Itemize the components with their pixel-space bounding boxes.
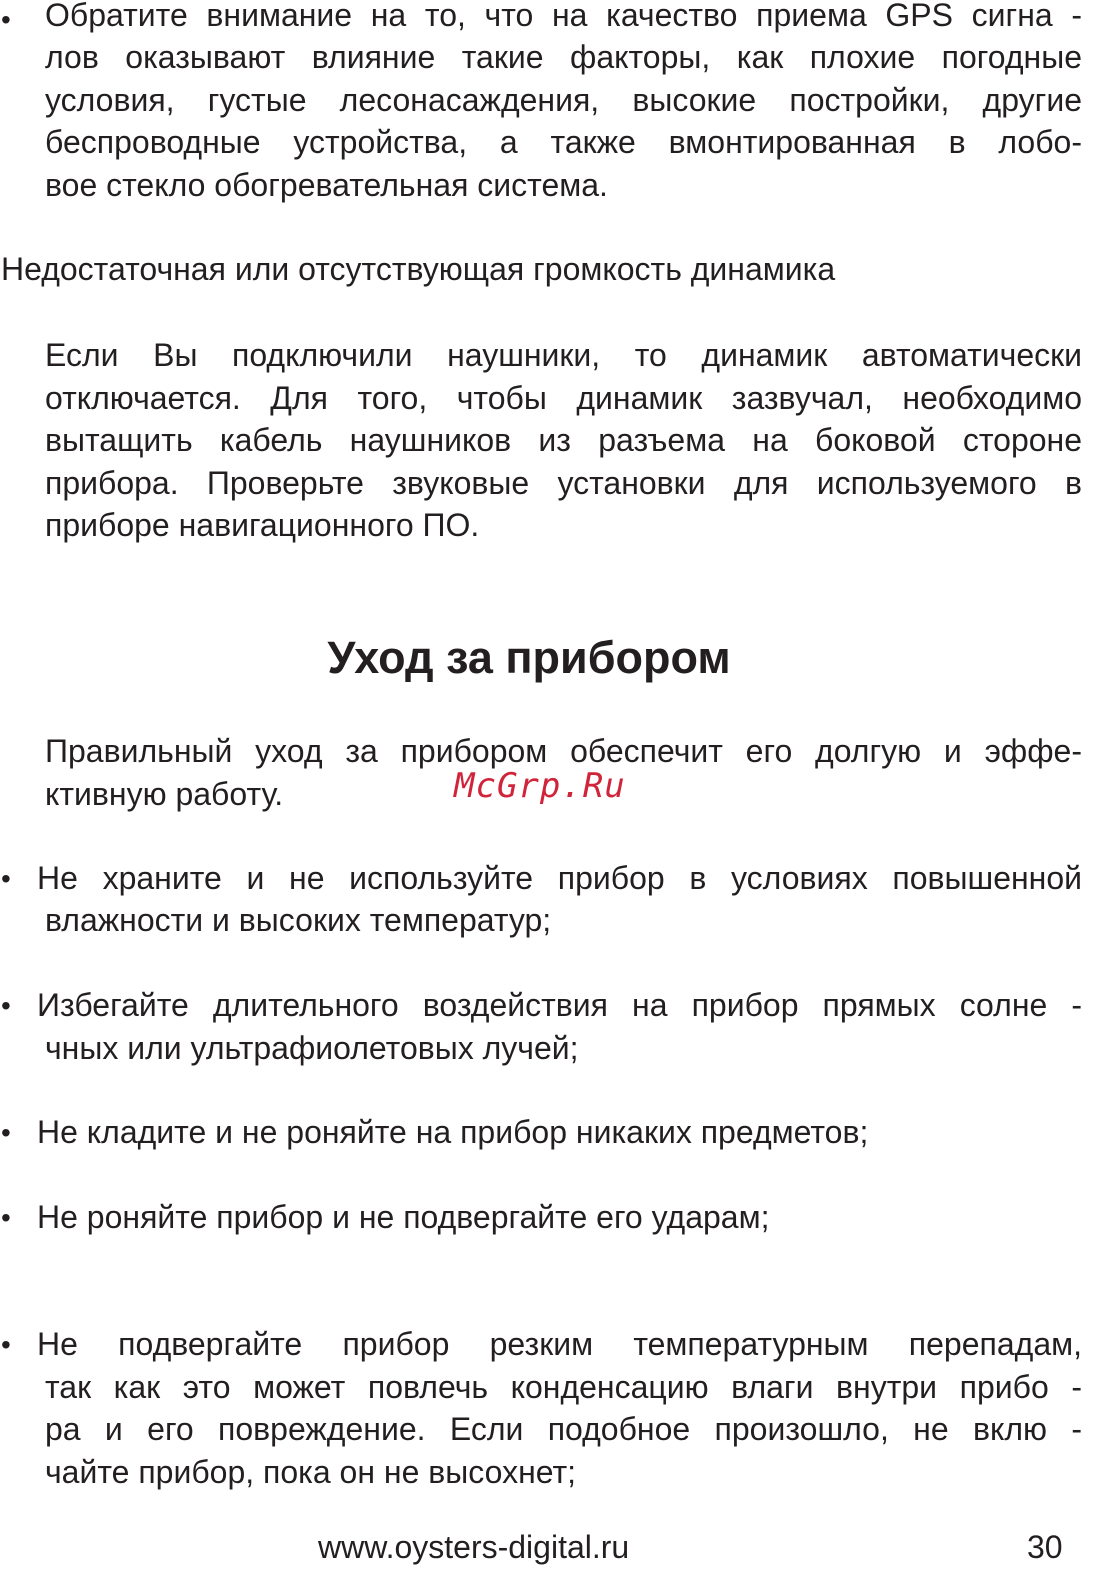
bullet-marker: • xyxy=(1,1202,11,1233)
gps-note-line: беспроводные устройства, а также вмонтированная в лобо- xyxy=(45,124,1082,160)
care-item-line: Избегайте длительного воздействия на прибор прямых солне - xyxy=(37,987,1082,1023)
gps-note-line: лов оказывают влияние такие факторы, как плохие погодные xyxy=(45,39,1082,75)
page-number: 30 xyxy=(1027,1529,1063,1565)
speaker-issue-line: отключается. Для того, чтобы динамик зазвучал, необходимо xyxy=(45,380,1082,416)
speaker-issue-line: приборе навигационного ПО. xyxy=(45,507,480,543)
speaker-issue-line: прибора. Проверьте звуковые установки для используемого в xyxy=(45,465,1082,501)
care-item-line: чайте прибор, пока он не высохнет; xyxy=(45,1454,577,1490)
gps-note-line: Обратите внимание на то, что на качество приема GPS сигна - xyxy=(45,0,1082,33)
gps-note-line: условия, густые лесонасаждения, высокие постройки, другие xyxy=(45,82,1082,118)
care-item-line: так как это может повлечь конденсацию влаги внутри прибо - xyxy=(45,1369,1082,1405)
care-item-line: Не роняйте прибор и не подвергайте его ударам; xyxy=(37,1199,770,1235)
care-item-line: чных или ультрафиолетовых лучей; xyxy=(45,1030,579,1066)
care-intro-line: ктивную работу. xyxy=(45,776,284,812)
bullet-marker: • xyxy=(1,4,11,35)
speaker-issue-heading: Недостаточная или отсутствующая громкость динамика xyxy=(1,251,836,287)
gps-note-line: вое стекло обогревательная система. xyxy=(45,167,608,203)
care-item-line: Не кладите и не роняйте на прибор никаких предметов; xyxy=(37,1114,869,1150)
speaker-issue-line: вытащить кабель наушников из разъема на боковой стороне xyxy=(45,422,1082,458)
bullet-marker: • xyxy=(1,863,11,894)
watermark: McGrp.Ru xyxy=(454,766,626,806)
care-intro-line: Правильный уход за прибором обеспечит его долгую и эффе- xyxy=(45,733,1082,769)
bullet-marker: • xyxy=(1,990,11,1021)
care-item-line: Не подвергайте прибор резким температурным перепадам, xyxy=(37,1326,1082,1362)
footer-url: www.oysters-digital.ru xyxy=(318,1529,630,1565)
care-item-line: влажности и высоких температур; xyxy=(45,902,552,938)
speaker-issue-line: Если Вы подключили наушники, то динамик автоматически xyxy=(45,337,1082,373)
bullet-marker: • xyxy=(1,1117,11,1148)
care-item-line: Не храните и не используйте прибор в условиях повышенной xyxy=(37,860,1082,896)
section-title: Уход за прибором xyxy=(327,632,731,683)
care-item-line: ра и его повреждение. Если подобное произошло, не вклю - xyxy=(45,1411,1082,1447)
bullet-marker: • xyxy=(1,1329,11,1360)
